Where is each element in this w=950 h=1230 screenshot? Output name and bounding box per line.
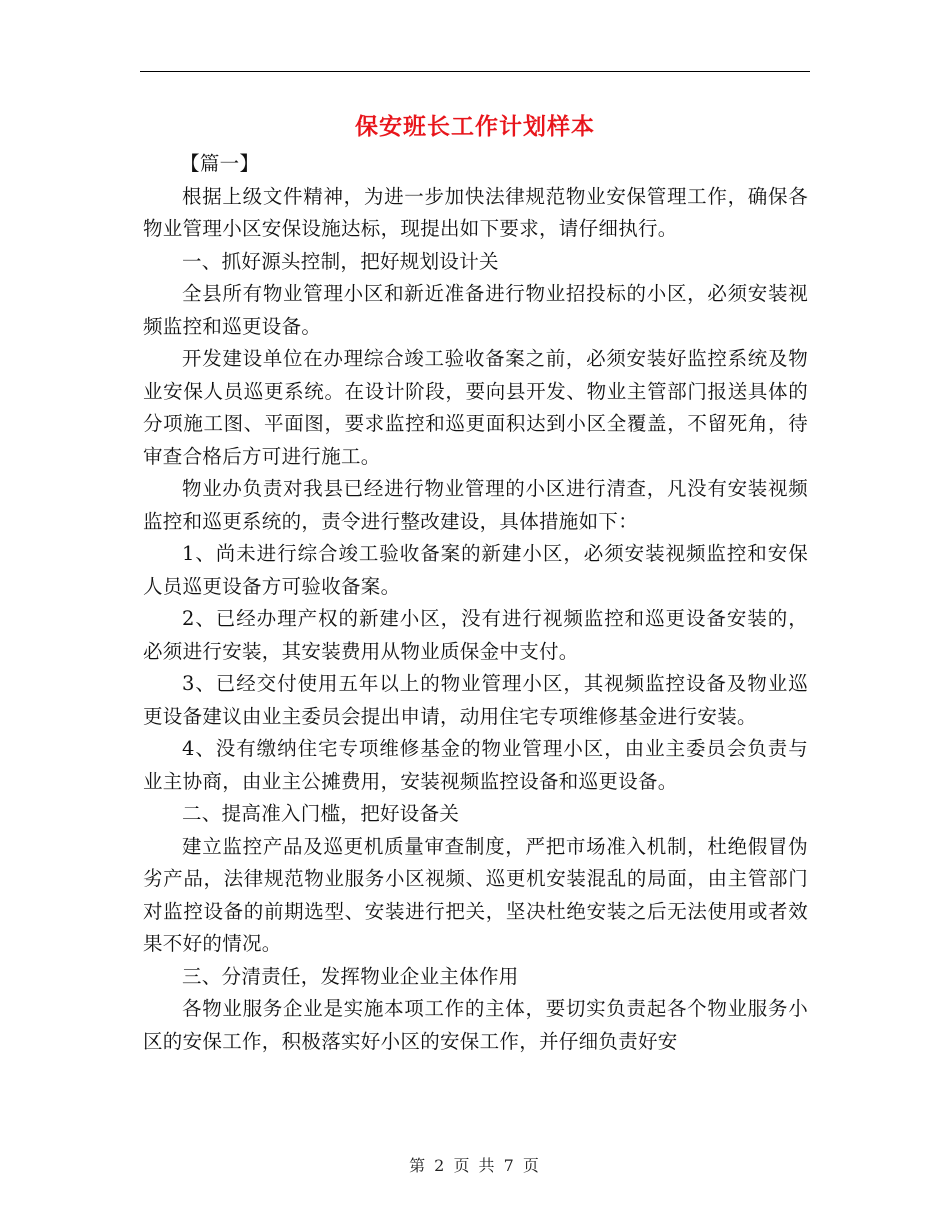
paragraph: 建立监控产品及巡更机质量审查制度，严把市场准入机制，杜绝假冒伪劣产品，法律规范物业服务小区视频、巡更机安装混乱的局面，由主管部门对监控设备的前期选型、安装进行把关，坚决杜绝安装之后无法使用或者效果不好的情况。 bbox=[143, 834, 808, 955]
section-label: 【篇一】 bbox=[180, 152, 260, 175]
heading-section-2: 二、提高准入门槛，把好设备关 bbox=[182, 802, 460, 825]
heading-section-3: 三、分清责任，发挥物业企业主体作用 bbox=[182, 964, 519, 988]
list-item-1: 1、尚未进行综合竣工验收备案的新建小区，必须安装视频监控和安保人员巡更设备方可验收备案。 bbox=[143, 542, 808, 598]
document-body bbox=[143, 148, 808, 1058]
heading-section-1: 一、抓好源头控制，把好规划设计关 bbox=[182, 249, 499, 273]
list-item-2: 2、已经办理产权的新建小区，没有进行视频监控和巡更设备安装的，必须进行安装，其安装费用从物业质保金中支付。 bbox=[143, 607, 808, 663]
paragraph-intro: 根据上级文件精神，为进一步加快法律规范物业安保管理工作，确保各物业管理小区安保设施达标，现提出如下要求，请仔细执行。 bbox=[143, 184, 808, 240]
list-item-3: 3、已经交付使用五年以上的物业管理小区，其视频监控设备及物业巡更设备建议由业主委员会提出申请，动用住宅专项维修基金进行安装。 bbox=[143, 672, 808, 728]
paragraph: 全县所有物业管理小区和新近准备进行物业招投标的小区，必须安装视频监控和巡更设备。 bbox=[143, 282, 808, 338]
header-rule bbox=[140, 71, 810, 72]
list-item-4: 4、没有缴纳住宅专项维修基金的物业管理小区，由业主委员会负责与业主协商，由业主公摊费用，安装视频监控设备和巡更设备。 bbox=[143, 737, 808, 793]
paragraph: 物业办负责对我县已经进行物业管理的小区进行清查，凡没有安装视频监控和巡更系统的，责令进行整改建设，具体措施如下： bbox=[143, 477, 808, 533]
page-footer: 第 2 页 共 7 页 bbox=[409, 1156, 541, 1175]
paragraph: 开发建设单位在办理综合竣工验收备案之前，必须安装好监控系统及物业安保人员巡更系统。在设计阶段，要向县开发、物业主管部门报送具体的分项施工图、平面图，要求监控和巡更面积达到小区全覆盖，不留死角，待审查合格后方可进行施工。 bbox=[143, 347, 808, 468]
paragraph: 各物业服务企业是实施本项工作的主体，要切实负责起各个物业服务小区的安保工作，积极落实好小区的安保工作，并仔细负责好安 bbox=[143, 997, 808, 1053]
document-title: 保安班长工作计划样本 bbox=[355, 113, 595, 140]
